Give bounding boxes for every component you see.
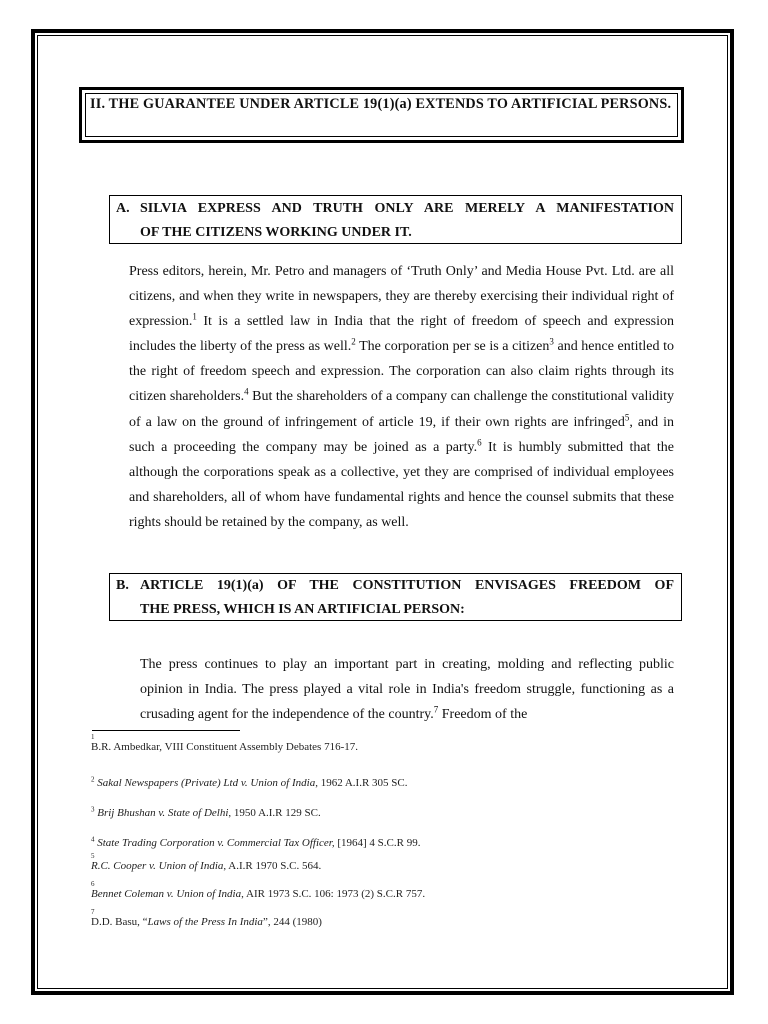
footnote-5-case: R.C. Cooper v. Union of India (91, 860, 224, 872)
footnote-3 (91, 807, 321, 820)
footnote-ref-4[interactable]: 4 (244, 386, 249, 397)
footnote-ref-6[interactable]: 6 (477, 437, 482, 447)
footnote-2-case: Sakal Newspapers (Private) Ltd v. Union of India (97, 777, 316, 789)
footnote-4-citation: [1964] 4 S.C.R 99. (334, 837, 421, 849)
footnote-ref-1[interactable]: 1 (192, 311, 197, 322)
footnote-ref-5[interactable]: 5 (624, 411, 630, 422)
footnote-6-citation: , AIR 1973 S.C. 106: 1973 (2) S.C.R 757. (241, 888, 426, 900)
footnote-5-number: 5 (91, 852, 95, 860)
footnote-7-number: 7 (91, 908, 95, 916)
footnote-7 (91, 908, 322, 929)
footnote-7-work: Laws of the Press In India (147, 916, 263, 928)
footnote-5 (91, 852, 321, 873)
subheading-a-letter: A. (116, 201, 130, 216)
subheading-b-line1: ARTICLE 19(1)(a) OF THE CONSTITUTION ENVISAGES FREEDOM OF (140, 578, 674, 593)
footnote-4-number: 4 (91, 835, 95, 844)
footnote-ref-2[interactable]: 2 (351, 336, 356, 347)
footnote-separator (92, 730, 240, 731)
footnote-6-case: Bennet Coleman v. Union of India (91, 888, 242, 900)
footnote-6 (91, 880, 425, 901)
subheading-a-line1: SILVIA EXPRESS AND TRUTH ONLY ARE MERELY A MANIFESTATION (140, 201, 674, 216)
footnote-7-citation: ”, 244 (1980) (262, 916, 322, 928)
paragraph-b: The press continues to play an important part in creating, molding and reflecting public opinion in India. The press played a vital role in India's freedom struggle, functioning as a crusading agent for the independence of the country.$^7$ Freedom of the (140, 657, 674, 723)
footnote-3-citation: , 1950 A.I.R 129 SC. (228, 807, 321, 819)
footnote-1-number: 1 (91, 733, 95, 741)
footnote-2-number: 2 (91, 775, 95, 784)
footnote-7-author: D.D. Basu, “ (91, 916, 148, 928)
footnote-2 (91, 777, 407, 790)
footnote-4-case: State Trading Corporation v. Commercial Tax Officer, (97, 837, 335, 849)
footnote-1 (91, 733, 358, 754)
paragraph-a: Press editors, herein, Mr. Petro and managers of ‘Truth Only’ and Media House Pvt. Ltd. are all citizens, and when they write in newspapers, they are thereby exercising their individual right of expression.$^1$ It is a settled law in India that the right of freedom of speech and expression includes the liberty of the press as well.$^2$ The corporation per se is a citizen$^3$ and hence entitled to the right of freedom speech and expression. The corporation can also claim rights through its citizen shareholders.$^4$ But the shareholders of a company can challenge the constitutional validity of a law on the ground of infringement of article 19, if their own rights are infringed$^5$, and in such a proceeding the company may be joined as a party.$^6$ It is humbly submitted that the although the corporations speak as a collective, yet they are comprised of individual employees and shareholders, all of whom have fundamental rights and hence the counsel submits that these rights should be retained by the company, as well. (129, 264, 675, 530)
subheading-b (116, 574, 674, 621)
subheading-b-letter: B. (116, 578, 129, 593)
footnote-2-citation: , 1962 A.I.R 305 SC. (315, 777, 408, 789)
footnote-ref-7[interactable]: 7 (433, 704, 439, 715)
footnote-3-number: 3 (91, 805, 95, 814)
subheading-a-line2: OF THE CITIZENS WORKING UNDER IT. (140, 224, 412, 240)
footnote-4 (91, 837, 420, 850)
footnote-3-case: Brij Bhushan v. State of Delhi (97, 807, 229, 819)
footnote-5-citation: , A.I.R 1970 S.C. 564. (223, 860, 322, 872)
subheading-a (116, 197, 674, 244)
footnote-1-text: B.R. Ambedkar, VIII Constituent Assembly Debates 716-17. (91, 741, 358, 753)
section-heading: II. THE GUARANTEE UNDER ARTICLE 19(1)(a) EXTENDS TO ARTIFICIAL PERSONS. (90, 96, 672, 112)
footnote-ref-3[interactable]: 3 (549, 336, 554, 347)
footnote-6-number: 6 (91, 880, 95, 888)
subheading-b-line2: THE PRESS, WHICH IS AN ARTIFICIAL PERSON: (140, 601, 465, 617)
